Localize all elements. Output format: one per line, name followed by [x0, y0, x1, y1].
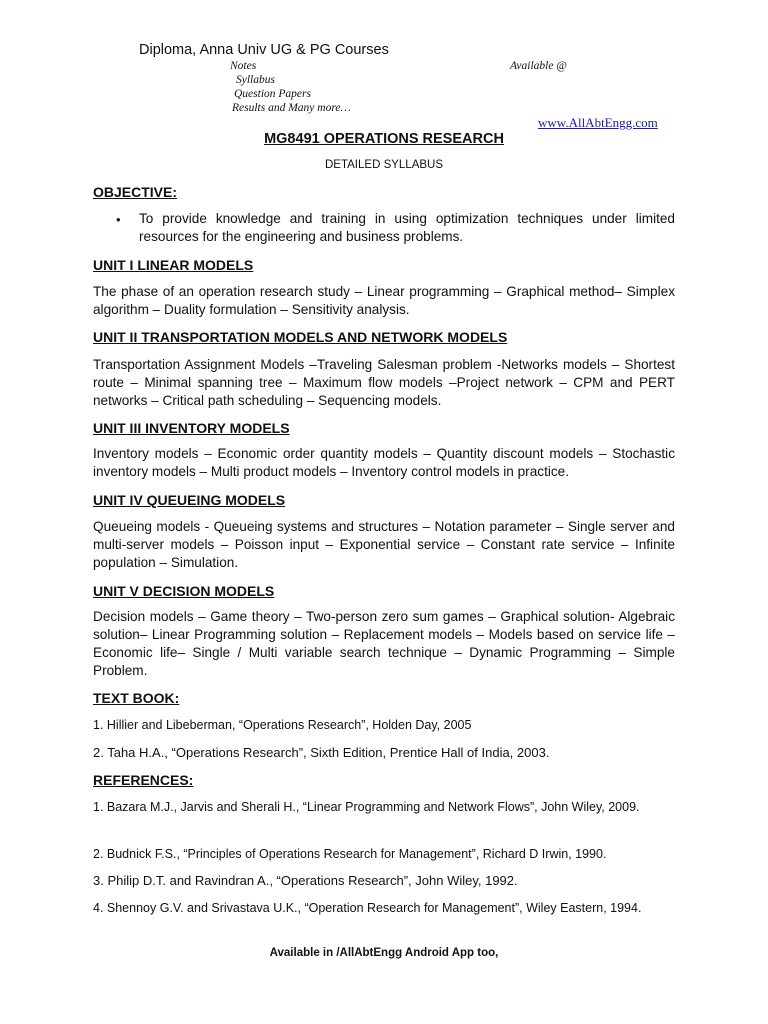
unit-1-text: The phase of an operation research study – Linear programming – Graphical method– Simplex algorithm – Duality formulation – Sensitivity analysis. — [93, 284, 675, 317]
unit-5-heading: UNIT V DECISION MODELS — [93, 583, 275, 599]
unit-4-text: Queueing models - Queueing systems and structures – Notation parameter – Single server and multi-server models – Poisson input – Exponential service – Constant rate service – Infinite population – Simulation. — [93, 519, 675, 570]
objective-text: To provide knowledge and training in using optimization techniques under limited resources for the engineering and business problems. — [139, 211, 675, 244]
header-title: Diploma, Anna Univ UG & PG Courses — [139, 42, 389, 58]
header-item-notes: Notes — [230, 60, 257, 72]
header-item-results: Results and Many more… — [232, 102, 351, 114]
unit-3-heading: UNIT III INVENTORY MODELS — [93, 420, 290, 436]
textbook-item-2: 2. Taha H.A., “Operations Research”, Sixth Edition, Prentice Hall of India, 2003. — [93, 745, 550, 760]
header-item-syllabus: Syllabus — [236, 74, 275, 86]
reference-item-1: 1. Bazara M.J., Jarvis and Sherali H., “Linear Programming and Network Flows”, John Wiley, 2009. — [93, 800, 640, 814]
textbook-heading: TEXT BOOK: — [93, 690, 180, 706]
unit-2-text: Transportation Assignment Models –Traveling Salesman problem -Networks models – Shortest route – Minimal spanning tree – Maximum flow models –Project network – CPM and PERT networks – Critical path scheduling – Sequencing models. — [93, 357, 675, 408]
unit-2-heading: UNIT II TRANSPORTATION MODELS AND NETWORK MODELS — [93, 329, 508, 345]
website-link[interactable]: www.AllAbtEngg.com — [538, 115, 658, 130]
unit-1-heading: UNIT I LINEAR MODELS — [93, 257, 254, 273]
textbook-item-1: 1. Hillier and Libeberman, “Operations Research”, Holden Day, 2005 — [93, 718, 472, 732]
bullet-icon: • — [116, 212, 121, 227]
document-title: MG8491 OPERATIONS RESEARCH — [264, 131, 504, 147]
unit-5-text: Decision models – Game theory – Two-person zero sum games – Graphical solution- Algebraic solution– Linear Programming solution – Replacement models – Models based on service life – Economic life– Single / Multi variable search technique – Dynamic Programming – Simple Problem. — [93, 609, 675, 678]
available-label: Available @ — [510, 60, 567, 72]
objective-heading: OBJECTIVE: — [93, 184, 178, 200]
reference-item-4: 4. Shennoy G.V. and Srivastava U.K., “Operation Research for Management”, Wiley Eastern, 1994. — [93, 901, 642, 915]
unit-4-heading: UNIT IV QUEUEING MODELS — [93, 492, 286, 508]
reference-item-2: 2. Budnick F.S., “Principles of Operations Research for Management”, Richard D Irwin, 1990. — [93, 847, 607, 861]
reference-item-3: 3. Philip D.T. and Ravindran A., “Operations Research”, John Wiley, 1992. — [93, 873, 518, 888]
header-item-question-papers: Question Papers — [234, 88, 311, 100]
document-subtitle: DETAILED SYLLABUS — [324, 159, 444, 171]
unit-3-text: Inventory models – Economic order quantity models – Quantity discount models – Stochastic inventory models – Multi product models – Inventory control models in practice. — [93, 446, 675, 479]
footer-note: Available in /AllAbtEngg Android App too, — [269, 947, 499, 959]
references-heading: REFERENCES: — [93, 772, 194, 788]
